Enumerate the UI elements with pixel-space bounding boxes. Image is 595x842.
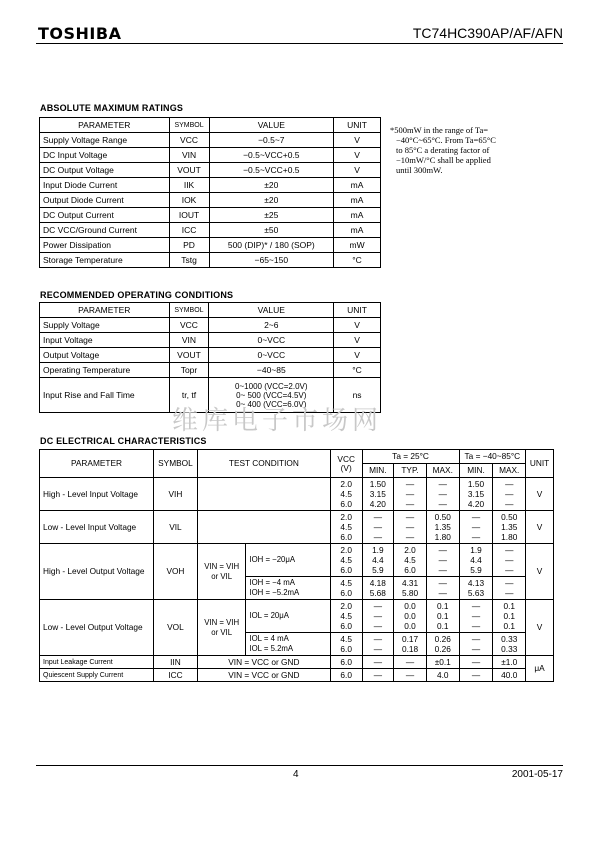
unit-cell: V: [334, 163, 381, 178]
col-header: MAX.: [493, 464, 526, 478]
value-cell: 2~6: [209, 318, 334, 333]
symbol-cell: Tstg: [169, 253, 209, 268]
note-line: *500mW in the range of Ta=: [390, 125, 489, 135]
value-cell: 0~VCC: [209, 348, 334, 363]
col-header: TYP.: [394, 464, 427, 478]
vcc-unit: (V): [340, 462, 352, 473]
unit-cell: V: [526, 511, 554, 544]
unit-cell: mA: [334, 193, 381, 208]
value-cell: ±25: [209, 208, 334, 223]
col-header: Ta = 25°C: [362, 450, 459, 464]
col-header: UNIT: [526, 450, 554, 478]
param-cell: DC VCC/Ground Current: [40, 223, 170, 238]
footer-date: 2001-05-17: [511, 769, 563, 780]
vcc-cell: 6.0: [330, 669, 362, 682]
param-cell: Input Diode Current: [40, 178, 170, 193]
param-cell: Input Voltage: [40, 333, 170, 348]
vcc-cell: 4.5 6.0: [330, 577, 362, 600]
table-row: [40, 656, 554, 669]
cond-cell: IOL = 4 mA IOL = 5.2mA: [246, 633, 330, 656]
dc-table: [39, 449, 554, 682]
max-cell: 4.0: [426, 669, 459, 682]
max-cell: — — —: [426, 544, 459, 577]
cond-cell: [197, 511, 330, 544]
param-cell: Output Voltage: [40, 348, 170, 363]
min-cell: —: [362, 656, 394, 669]
brand-logo: TOSHIBA: [38, 24, 122, 43]
unit-cell: V: [334, 318, 381, 333]
col-header: UNIT: [334, 118, 381, 133]
table-row: [40, 178, 381, 193]
table-row: [40, 544, 554, 577]
table-row: [40, 253, 381, 268]
typ-cell: 0.0 0.0 0.0: [394, 600, 427, 633]
typ-cell: —: [394, 656, 427, 669]
symbol-cell: VOUT: [169, 163, 209, 178]
min-cell: — —: [362, 633, 394, 656]
value-line: 0~ 400 (VCC=6.0V): [236, 399, 307, 409]
table-row: [40, 223, 381, 238]
max85-cell: — —: [493, 577, 526, 600]
table-header-row: [40, 450, 554, 464]
table-row: [40, 348, 381, 363]
min-cell: — — —: [362, 511, 394, 544]
col-header: SYMBOL: [153, 450, 197, 478]
unit-cell: mA: [334, 178, 381, 193]
max-cell: 0.26 0.26: [426, 633, 459, 656]
table-row: [40, 600, 554, 633]
value-line: 0~ 500 (VCC=4.5V): [236, 390, 307, 400]
max85-cell: ±1.0: [493, 656, 526, 669]
footer-divider: [36, 765, 563, 766]
param-cell: Supply Voltage: [40, 318, 170, 333]
symbol-cell: VOUT: [169, 348, 209, 363]
symbol-cell: VIH: [153, 478, 197, 511]
table-row: [40, 318, 381, 333]
value-cell: −65~150: [209, 253, 334, 268]
symbol-cell: ICC: [169, 223, 209, 238]
vcc-cell: 2.0 4.5 6.0: [330, 511, 362, 544]
note-line: −10mW/°C shall be applied: [396, 155, 491, 165]
param-cell: Low - Level Output Voltage: [40, 600, 154, 656]
cond-cell: VIN = VIH or VIL: [197, 544, 246, 600]
abs-max-title: ABSOLUTE MAXIMUM RATINGS: [40, 103, 184, 113]
max85-cell: — — —: [493, 478, 526, 511]
symbol-cell: IOK: [169, 193, 209, 208]
col-header: MAX.: [426, 464, 459, 478]
value-cell: ±20: [209, 178, 334, 193]
min-cell: — — —: [362, 600, 394, 633]
symbol-cell: VIN: [169, 333, 209, 348]
min-cell: 1.50 3.15 4.20: [362, 478, 394, 511]
unit-cell: μA: [526, 656, 554, 682]
col-header: MIN.: [459, 464, 493, 478]
symbol-cell: Topr: [169, 363, 209, 378]
vcc-cell: 2.0 4.5 6.0: [330, 544, 362, 577]
header-divider: [36, 43, 563, 44]
part-number: TC74HC390AP/AF/AFN: [412, 25, 563, 41]
unit-cell: mA: [334, 223, 381, 238]
max-cell: ±0.1: [426, 656, 459, 669]
typ-cell: — — —: [394, 478, 427, 511]
col-header: VALUE: [209, 303, 334, 318]
symbol-cell: IIN: [153, 656, 197, 669]
col-header: [330, 450, 362, 478]
col-header: VALUE: [209, 118, 334, 133]
cond-cell: VIN = VCC or GND: [197, 669, 330, 682]
table-header-row: [40, 303, 381, 318]
value-cell: −0.5~7: [209, 133, 334, 148]
rec-op-title: RECOMMENDED OPERATING CONDITIONS: [40, 290, 234, 300]
unit-cell: mA: [334, 208, 381, 223]
symbol-cell: VIL: [153, 511, 197, 544]
value-cell: ±20: [209, 193, 334, 208]
unit-cell: V: [526, 600, 554, 656]
param-cell: Supply Voltage Range: [40, 133, 170, 148]
table-row: [40, 163, 381, 178]
cond-cell: IOL = 20μA: [246, 600, 330, 633]
cond-cell: IOH = −4 mA IOH = −5.2mA: [246, 577, 330, 600]
derating-note: [390, 125, 570, 175]
table-header-row: [40, 118, 381, 133]
value-cell: −40~85: [209, 363, 334, 378]
param-cell: Input Leakage Current: [40, 656, 154, 669]
symbol-cell: IIK: [169, 178, 209, 193]
vcc-cell: 2.0 4.5 6.0: [330, 478, 362, 511]
dc-title: DC ELECTRICAL CHARACTERISTICS: [40, 436, 207, 446]
cond-cell: VIN = VIH or VIL: [197, 600, 246, 656]
table-row: [40, 333, 381, 348]
symbol-cell: tr, tf: [169, 378, 209, 413]
param-cell: Input Rise and Fall Time: [40, 378, 170, 413]
col-header: TEST CONDITION: [197, 450, 330, 478]
param-cell: Storage Temperature: [40, 253, 170, 268]
page-number: 4: [293, 769, 299, 780]
value-cell: 0~VCC: [209, 333, 334, 348]
value-cell: −0.5~VCC+0.5: [209, 148, 334, 163]
param-cell: Quiescent Supply Current: [40, 669, 154, 682]
min-cell: —: [362, 669, 394, 682]
col-header: PARAMETER: [40, 450, 154, 478]
unit-cell: V: [526, 478, 554, 511]
max-cell: — —: [426, 577, 459, 600]
unit-cell: ns: [334, 378, 381, 413]
unit-cell: V: [334, 148, 381, 163]
vcc-cell: 4.5 6.0: [330, 633, 362, 656]
symbol-cell: VOH: [153, 544, 197, 600]
col-header: SYMBOL: [169, 118, 209, 133]
unit-cell: °C: [334, 253, 381, 268]
min85-cell: — — —: [459, 600, 493, 633]
typ-cell: 0.17 0.18: [394, 633, 427, 656]
param-cell: DC Output Current: [40, 208, 170, 223]
param-cell: DC Input Voltage: [40, 148, 170, 163]
note-line: −40°C~65°C. From Ta=65°C: [396, 135, 496, 145]
symbol-cell: IOUT: [169, 208, 209, 223]
typ-cell: —: [394, 669, 427, 682]
cond-cell: VIN = VCC or GND: [197, 656, 330, 669]
table-row: [40, 238, 381, 253]
symbol-cell: ICC: [153, 669, 197, 682]
symbol-cell: VCC: [169, 133, 209, 148]
col-header: UNIT: [334, 303, 381, 318]
col-header: SYMBOL: [169, 303, 209, 318]
min85-cell: — —: [459, 633, 493, 656]
vcc-header: VCC: [337, 453, 355, 464]
max85-cell: 0.50 1.35 1.80: [493, 511, 526, 544]
cond-cell: [197, 478, 330, 511]
symbol-cell: VIN: [169, 148, 209, 163]
max85-cell: 0.33 0.33: [493, 633, 526, 656]
typ-cell: — — —: [394, 511, 427, 544]
symbol-cell: PD: [169, 238, 209, 253]
value-line: 0~1000 (VCC=2.0V): [235, 381, 308, 391]
table-row: [40, 478, 554, 511]
param-cell: Low - Level Input Voltage: [40, 511, 154, 544]
note-line: to 85°C a derating factor of: [396, 145, 490, 155]
value-cell: −0.5~VCC+0.5: [209, 163, 334, 178]
vcc-cell: 2.0 4.5 6.0: [330, 600, 362, 633]
typ-cell: 2.0 4.5 6.0: [394, 544, 427, 577]
min-cell: 4.18 5.68: [362, 577, 394, 600]
param-cell: High - Level Input Voltage: [40, 478, 154, 511]
value-cell: ±50: [209, 223, 334, 238]
table-row: [40, 511, 554, 544]
table-row: [40, 363, 381, 378]
unit-cell: °C: [334, 363, 381, 378]
param-cell: Output Diode Current: [40, 193, 170, 208]
max85-cell: 40.0: [493, 669, 526, 682]
cond-cell: IOH = −20μA: [246, 544, 330, 577]
table-row: [40, 208, 381, 223]
min85-cell: — — —: [459, 511, 493, 544]
table-row: [40, 193, 381, 208]
vcc-cell: 6.0: [330, 656, 362, 669]
param-cell: Operating Temperature: [40, 363, 170, 378]
symbol-cell: VOL: [153, 600, 197, 656]
table-row: [40, 669, 554, 682]
unit-cell: V: [526, 544, 554, 600]
table-row: [40, 133, 381, 148]
max-cell: 0.1 0.1 0.1: [426, 600, 459, 633]
min85-cell: 1.9 4.4 5.9: [459, 544, 493, 577]
param-cell: High - Level Output Voltage: [40, 544, 154, 600]
col-header: PARAMETER: [40, 118, 170, 133]
watermark: 维库电子市场网: [172, 406, 383, 436]
col-header: Ta = −40~85°C: [459, 450, 525, 464]
col-header: MIN.: [362, 464, 394, 478]
typ-cell: 4.31 5.80: [394, 577, 427, 600]
unit-cell: mW: [334, 238, 381, 253]
value-cell: 500 (DIP)* / 180 (SOP): [209, 238, 334, 253]
min85-cell: 1.50 3.15 4.20: [459, 478, 493, 511]
symbol-cell: VCC: [169, 318, 209, 333]
max85-cell: 0.1 0.1 0.1: [493, 600, 526, 633]
table-row: [40, 148, 381, 163]
col-header: PARAMETER: [40, 303, 170, 318]
unit-cell: V: [334, 333, 381, 348]
max85-cell: — — —: [493, 544, 526, 577]
abs-max-table: [39, 117, 381, 268]
unit-cell: V: [334, 133, 381, 148]
note-line: until 300mW.: [396, 165, 443, 175]
param-cell: DC Output Voltage: [40, 163, 170, 178]
max-cell: — — —: [426, 478, 459, 511]
max-cell: 0.50 1.35 1.80: [426, 511, 459, 544]
min-cell: 1.9 4.4 5.9: [362, 544, 394, 577]
unit-cell: V: [334, 348, 381, 363]
rec-op-table: [39, 302, 381, 413]
min85-cell: 4.13 5.63: [459, 577, 493, 600]
min85-cell: —: [459, 669, 493, 682]
param-cell: Power Dissipation: [40, 238, 170, 253]
min85-cell: —: [459, 656, 493, 669]
